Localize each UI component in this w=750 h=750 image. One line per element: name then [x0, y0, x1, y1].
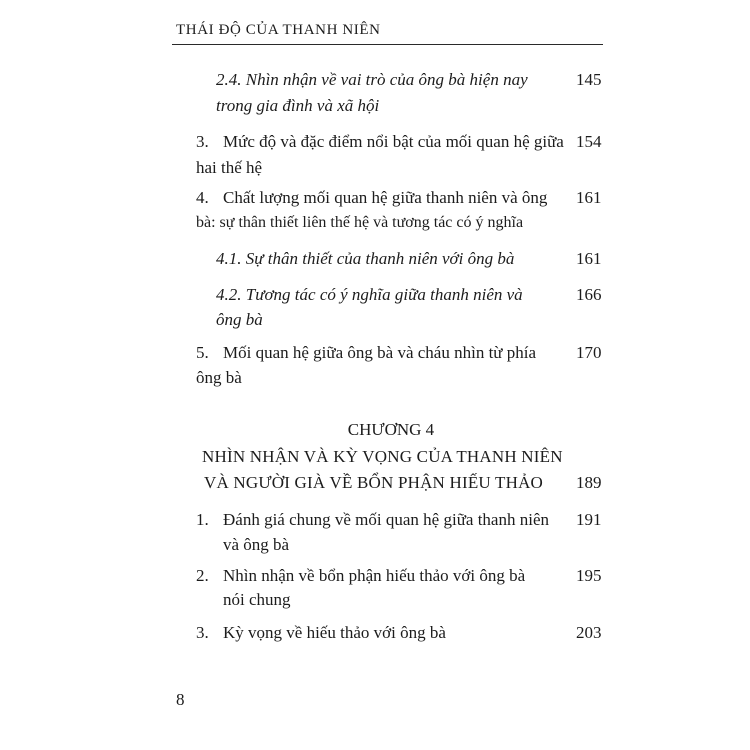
toc-entry-number: 3.: [196, 623, 209, 642]
chapter-label: CHƯƠNG 4: [347, 420, 435, 439]
header-divider: [172, 44, 603, 45]
toc-entry-text-line: 4.2. Tương tác có ý nghĩa giữa thanh niên và: [216, 285, 523, 304]
chapter-title-line: VÀ NGƯỜI GIÀ VỀ BỔN PHẬN HIẾU THẢO: [204, 473, 544, 492]
toc-entry-text-line: Chất lượng mối quan hệ giữa thanh niên và ông: [223, 188, 548, 207]
running-header: THÁI ĐỘ CỦA THANH NIÊN: [176, 22, 381, 38]
toc-entry-number: 2.: [196, 566, 209, 585]
toc-page-number: 203: [576, 623, 602, 642]
toc-page-number: 161: [576, 188, 602, 207]
toc-entry-text-line: ông bà: [196, 368, 242, 387]
toc-entry-number: 1.: [196, 510, 209, 529]
toc-entry-text-line: bà: sự thân thiết liên thế hệ và tương tác có ý nghĩa: [196, 214, 524, 231]
page-number: 8: [176, 690, 185, 709]
toc-entry-text-line: hai thế hệ: [196, 158, 263, 177]
toc-entry-text-line: Mối quan hệ giữa ông bà và cháu nhìn từ phía: [223, 343, 537, 362]
toc-entry-text-line: nói chung: [223, 590, 291, 609]
toc-page-number: 195: [576, 566, 602, 585]
toc-page-number: 166: [576, 285, 602, 304]
toc-page-number: 191: [576, 510, 602, 529]
toc-entry-text-line: Đánh giá chung về mối quan hệ giữa thanh niên: [223, 510, 549, 529]
chapter-page-number: 189: [576, 473, 602, 492]
toc-page-number: 161: [576, 249, 602, 268]
toc-entry-text-line: 4.1. Sự thân thiết của thanh niên với ông bà: [216, 249, 515, 268]
toc-entry-number: 4.: [196, 188, 209, 207]
toc-entry-text-line: Nhìn nhận về bổn phận hiếu thảo với ông bà: [223, 566, 526, 585]
toc-entry-text-line: và ông bà: [223, 535, 290, 554]
toc-page-number: 145: [576, 70, 602, 89]
chapter-title-line: NHÌN NHẬN VÀ KỲ VỌNG CỦA THANH NIÊN: [202, 447, 563, 466]
toc-entry-text-line: trong gia đình và xã hội: [216, 96, 380, 115]
toc-page-number: 154: [576, 132, 602, 151]
toc-page-number: 170: [576, 343, 602, 362]
toc-entry-text-line: ông bà: [216, 310, 263, 329]
toc-entry-text-line: Mức độ và đặc điểm nổi bật của mối quan hệ giữa: [223, 132, 564, 151]
toc-entry-text-line: Kỳ vọng về hiếu thảo với ông bà: [223, 623, 446, 642]
toc-entry-number: 3.: [196, 132, 209, 151]
toc-entry-number: 5.: [196, 343, 209, 362]
toc-entry-text-line: 2.4. Nhìn nhận về vai trò của ông bà hiện nay: [216, 70, 528, 89]
